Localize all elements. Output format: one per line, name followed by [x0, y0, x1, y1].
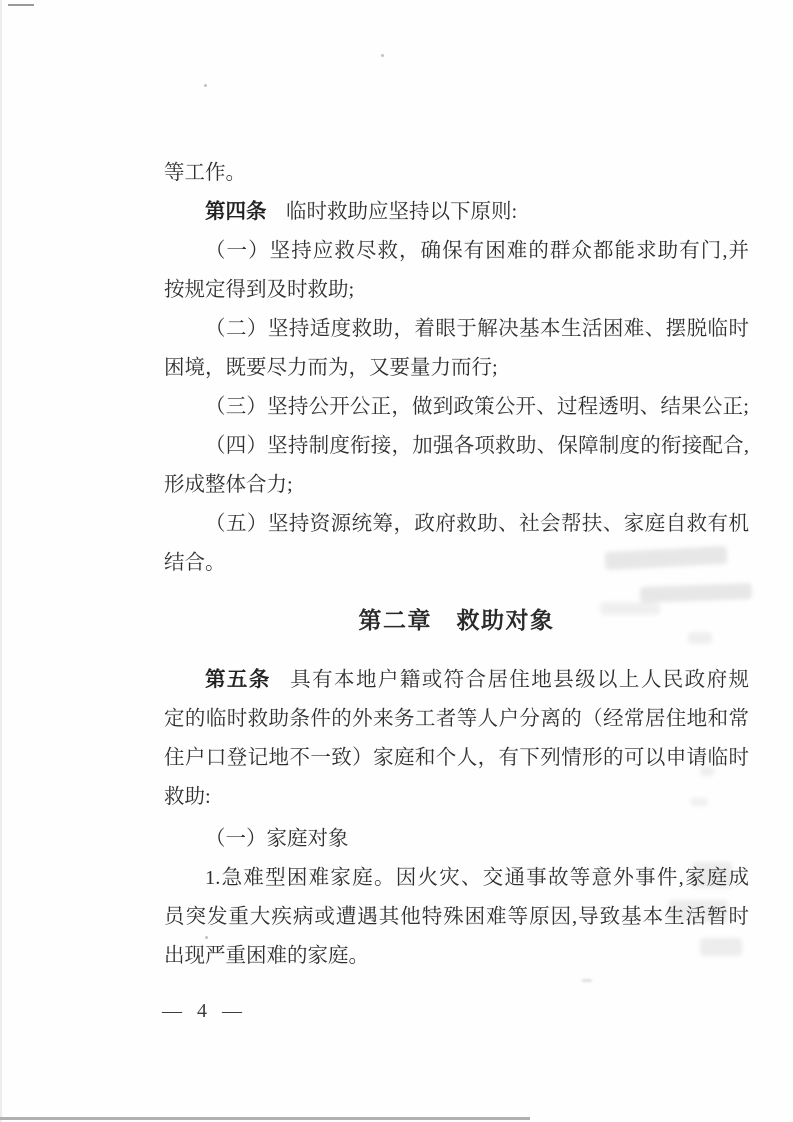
text-line: [164, 193, 749, 232]
text-line: （五）坚持资源统筹，政府救助、社会帮扶、家庭自救有机: [205, 513, 749, 535]
text-line: [164, 661, 749, 700]
scan-artifact-corner-line: [8, 4, 34, 6]
text-line: 救助:: [164, 786, 211, 808]
scan-artifact-bottom-edge: [0, 1117, 530, 1120]
text-line: （二）坚持适度救助，着眼于解决基本生活困难、摆脱临时: [205, 318, 749, 340]
text-line: 困境，既要尽力而为，又要量力而行;: [164, 357, 498, 379]
text-line: （一）坚持应救尽救，确保有困难的群众都能求助有门,并: [205, 240, 749, 262]
text-line: 结合。: [164, 552, 226, 574]
text-line: 员突发重大疾病或遭遇其他特殊困难等原因,导致基本生活暂时: [164, 906, 749, 928]
text-line: 定的临时救助条件的外来务工者等人户分离的（经常居住地和常: [164, 708, 749, 730]
text-line: （四）坚持制度衔接，加强各项救助、保障制度的衔接配合,: [205, 435, 749, 457]
text-line: 1.急难型困难家庭。因火灾、交通事故等意外事件,家庭成: [205, 867, 749, 889]
chapter-heading: 第二章 救助对象: [358, 607, 555, 633]
document-body: [164, 154, 749, 976]
scan-artifact-speck: [204, 84, 207, 87]
text-line: 等工作。: [164, 162, 246, 184]
article-text: 临时救助应坚持以下原则:: [285, 201, 518, 223]
text-line: （一）家庭对象: [205, 828, 349, 850]
text-line: 按规定得到及时救助;: [164, 279, 355, 301]
text-line: 住户口登记地不一致）家庭和个人，有下列情形的可以申请临时: [164, 747, 749, 769]
article-number: 第四条: [205, 201, 267, 223]
page-number: — 4 —: [162, 1000, 247, 1022]
text-line: 形成整体合力;: [164, 474, 293, 496]
article-text: 具有本地户籍或符合居住地县级以上人民政府规: [290, 669, 750, 691]
scan-artifact-speck: [381, 54, 384, 57]
text-line: （三）坚持公开公正，做到政策公开、过程透明、结果公正;: [205, 396, 749, 418]
text-line: 出现严重困难的家庭。: [164, 945, 369, 967]
article-number: 第五条: [205, 669, 271, 691]
scan-artifact-bleedthrough: [582, 979, 592, 982]
scan-artifact-left-edge: [0, 0, 2, 1122]
